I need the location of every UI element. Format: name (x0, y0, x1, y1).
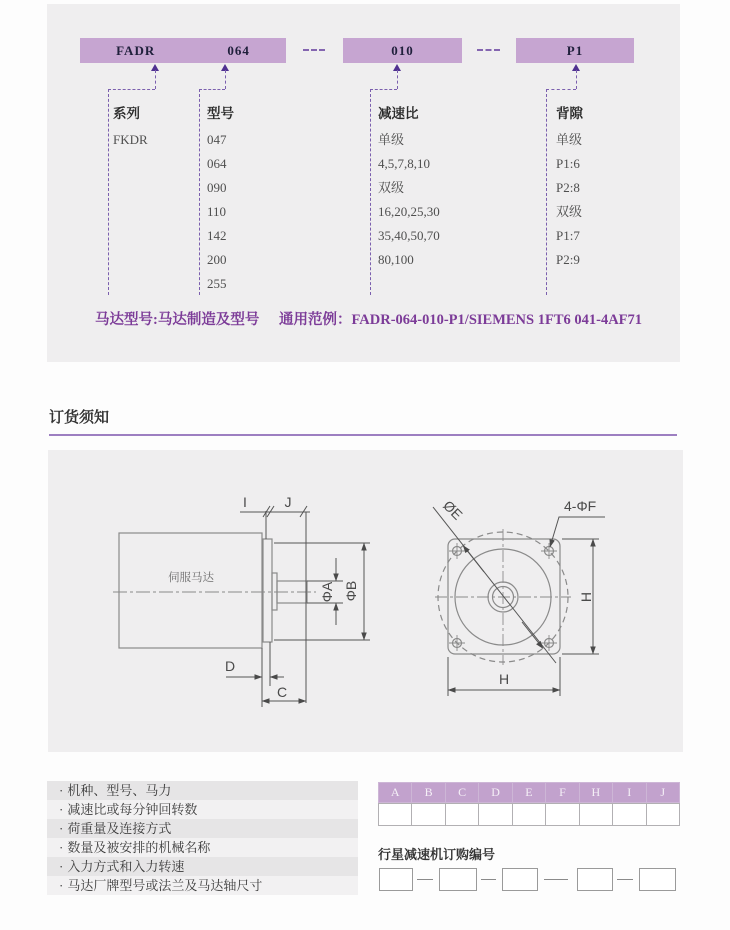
order-table-header-cell: H (579, 782, 612, 803)
arrow-line (397, 70, 398, 89)
column-guide-line (546, 89, 547, 295)
ratio-value: 16,20,25,30 (378, 204, 440, 219)
order-table-header-row (378, 782, 680, 803)
note-text: 减速比或每分钟回转数 (67, 802, 198, 817)
code-ratio: 010 (391, 42, 414, 58)
note-item (47, 876, 358, 895)
note-bullet: · (59, 783, 64, 798)
order-table-empty-cell (411, 803, 444, 826)
order-box-dash (481, 879, 496, 880)
order-number-box (639, 868, 676, 891)
dim-label-h-bottom: H (498, 671, 510, 687)
column-guide-line (370, 89, 371, 295)
column-values-model (207, 128, 227, 296)
note-item (47, 857, 358, 876)
note-text: 机种、型号、马力 (67, 783, 172, 798)
note-item (47, 800, 358, 819)
order-number-box (502, 868, 538, 891)
example-value: FADR-064-010-P1/SIEMENS 1FT6 041-4AF71 (351, 312, 643, 328)
backlash-value: P2:8 (556, 180, 580, 195)
order-number-box (577, 868, 613, 891)
section-heading: 订货须知 (49, 410, 110, 426)
dim-label-h-right: H (578, 591, 594, 603)
order-table-header-cell: C (445, 782, 478, 803)
note-item (47, 819, 358, 838)
model-value: 110 (207, 204, 227, 219)
series-value: FKDR (113, 132, 148, 147)
code-box-series-model (80, 38, 286, 63)
code-connector-dash (477, 49, 500, 51)
dimension-lines (226, 506, 605, 707)
backlash-value: P1:6 (556, 156, 580, 171)
order-table-header-cell: B (411, 782, 444, 803)
elbow-line (370, 89, 397, 90)
order-box-dash (617, 879, 633, 880)
backlash-value: 单级 (556, 132, 583, 147)
order-number-box (379, 868, 413, 891)
arrow-line (576, 70, 577, 89)
order-table-empty-cell (612, 803, 645, 826)
column-guide-line (199, 89, 200, 295)
note-bullet: · (59, 859, 64, 874)
code-backlash: P1 (566, 42, 584, 58)
note-text: 马达厂牌型号或法兰及马达轴尺寸 (67, 878, 263, 893)
order-box-dash (544, 879, 568, 880)
heading-rule (49, 434, 677, 436)
dimension-drawing-panel (48, 450, 683, 752)
column-label-ratio: 减速比 (378, 106, 419, 121)
code-series: FADR (116, 42, 156, 58)
order-number-label: 行星减速机订购编号 (378, 847, 496, 862)
order-box-dash (417, 879, 433, 880)
ratio-value: 单级 (378, 132, 405, 147)
note-bullet: · (59, 840, 64, 855)
dim-label-j: J (284, 494, 292, 510)
example-label: 通用范例： (279, 312, 352, 328)
order-number-box (439, 868, 477, 891)
ratio-value: 4,5,7,8,10 (378, 156, 430, 171)
column-values-series (113, 128, 148, 152)
elbow-line (108, 89, 155, 90)
order-table-empty-cell (445, 803, 478, 826)
dim-label-phi-e: ØE (440, 497, 466, 523)
column-values-ratio (378, 128, 440, 272)
elbow-line (199, 89, 225, 90)
arrow-line (155, 70, 156, 89)
column-values-backlash (556, 128, 582, 272)
code-box-ratio (343, 38, 462, 63)
note-bullet: · (59, 802, 64, 817)
ratio-value: 80,100 (378, 252, 414, 267)
order-table-empty-cell (378, 803, 411, 826)
note-item (47, 838, 358, 857)
ordering-notes-list (47, 781, 358, 895)
column-guide-line (108, 89, 109, 295)
dim-label-phi-b: ΦB (343, 580, 359, 602)
order-table-empty-cell (512, 803, 545, 826)
dim-label-d: D (224, 658, 236, 674)
dim-label-phi-a: ΦA (319, 581, 335, 603)
note-text: 荷重量及连接方式 (67, 821, 172, 836)
order-code-table (378, 782, 680, 826)
backlash-value: P2:9 (556, 252, 580, 267)
dim-label-c: C (276, 684, 288, 700)
order-table-empty-cell (545, 803, 578, 826)
model-value: 142 (207, 228, 227, 243)
code-connector-dash (303, 49, 325, 51)
motor-note-line (95, 308, 643, 329)
order-table-header-cell: D (478, 782, 511, 803)
order-table-header-cell: E (512, 782, 545, 803)
order-table-header-cell: J (646, 782, 680, 803)
order-table-value-row (378, 803, 680, 826)
code-box-backlash (516, 38, 634, 63)
servo-motor-label: 伺服马达 (168, 572, 214, 584)
elbow-line (546, 89, 576, 90)
model-value: 047 (207, 132, 227, 147)
ratio-value: 35,40,50,70 (378, 228, 440, 243)
model-value: 090 (207, 180, 227, 195)
dim-label-four-phi-f: 4-ΦF (564, 498, 597, 514)
motor-side-view (119, 533, 307, 648)
arrow-line (225, 70, 226, 89)
dim-label-i: I (243, 494, 247, 510)
column-label-series: 系列 (113, 106, 140, 121)
column-label-backlash: 背隙 (556, 106, 583, 121)
note-bullet: · (59, 878, 64, 893)
model-value: 064 (207, 156, 227, 171)
order-table-header-cell: I (612, 782, 645, 803)
order-table-empty-cell (478, 803, 511, 826)
order-table-header-cell: A (378, 782, 411, 803)
order-table-empty-cell (579, 803, 612, 826)
model-code-panel (47, 4, 680, 362)
motor-note-text: 马达型号:马达制造及型号 (95, 312, 260, 328)
column-label-model: 型号 (207, 106, 234, 121)
note-text: 数量及被安排的机械名称 (67, 840, 211, 855)
backlash-value: P1:7 (556, 228, 580, 243)
dimension-drawings (48, 450, 683, 752)
model-value: 255 (207, 276, 227, 291)
ratio-value: 双级 (378, 180, 405, 195)
backlash-value: 双级 (556, 204, 583, 219)
example-line (279, 308, 642, 329)
order-table-header-cell: F (545, 782, 578, 803)
note-bullet: · (59, 821, 64, 836)
model-value: 200 (207, 252, 227, 267)
note-text: 入力方式和入力转速 (67, 859, 185, 874)
code-model: 064 (227, 42, 250, 58)
note-item (47, 781, 358, 800)
order-table-empty-cell (646, 803, 680, 826)
